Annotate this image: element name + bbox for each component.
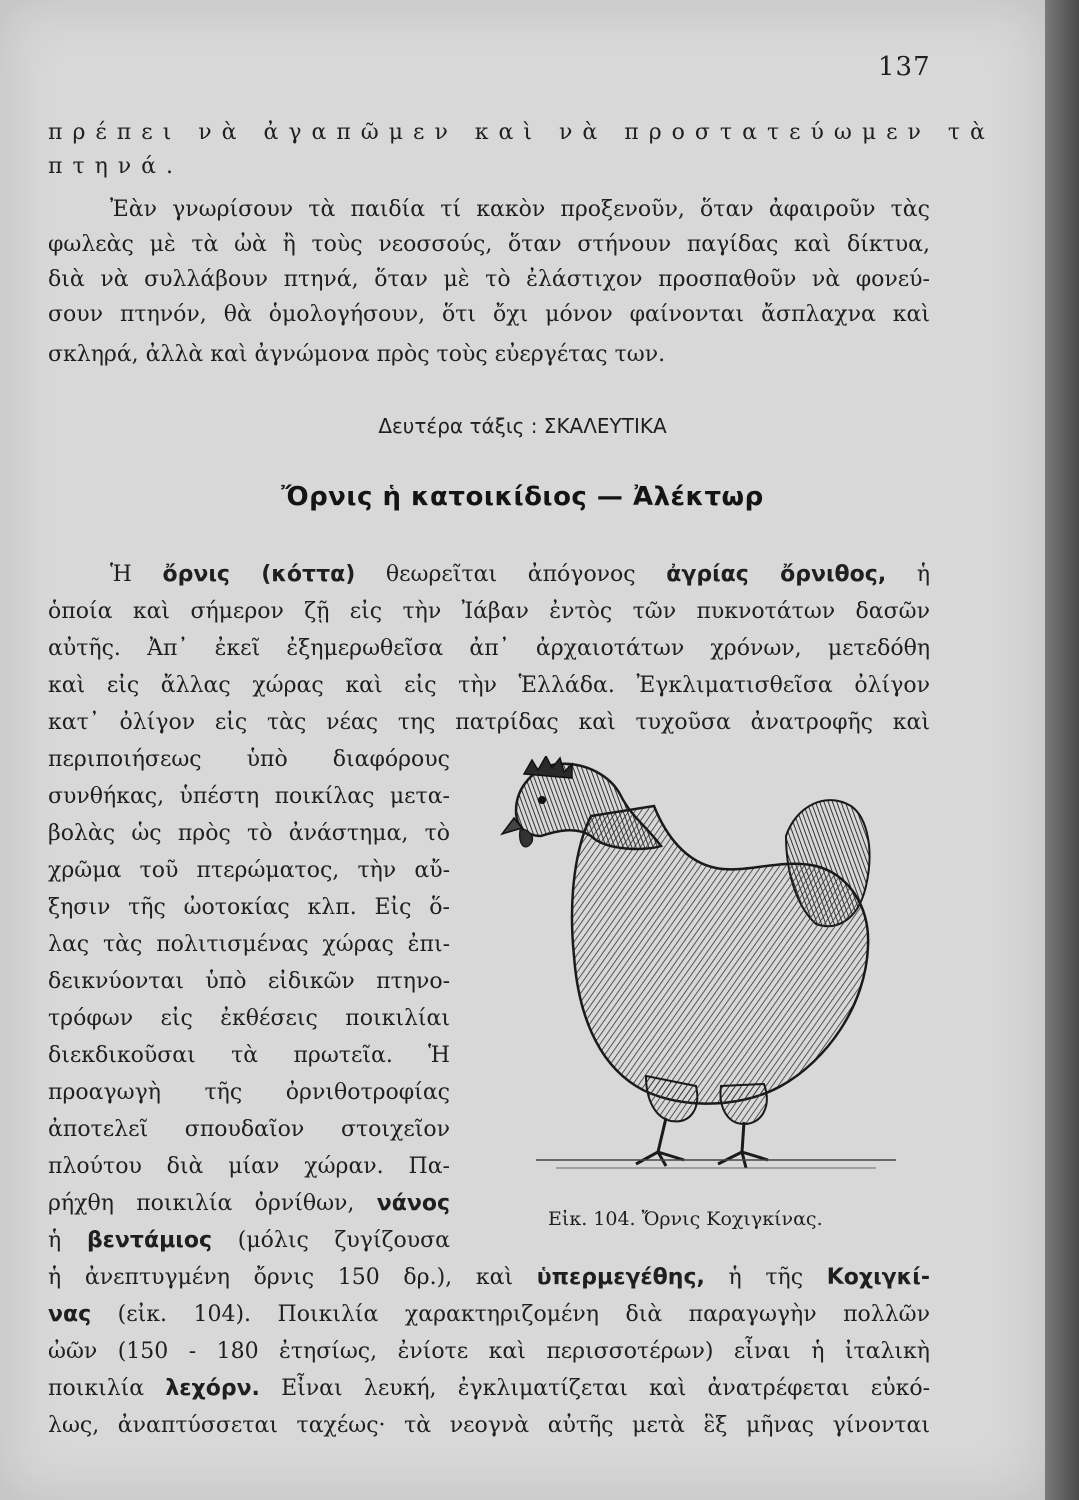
end-line-4a: ποικιλία bbox=[48, 1376, 166, 1401]
para-line-1a: Ἡ bbox=[110, 562, 163, 587]
narrow-line-13a: ρήχθη ποικιλία ὀρνίθων, bbox=[48, 1191, 377, 1216]
narrow-line-9: διεκδικοῦσαι τὰ πρωτεῖα. Ἡ bbox=[48, 1043, 450, 1068]
para-line-5: κατ᾽ ὀλίγον εἰς τὰς νέας της πατρίδας καὶ τυχοῦσα ἀνατροφῆς καὶ bbox=[48, 710, 930, 735]
term-ventamios: βεντάμιος bbox=[86, 1228, 212, 1253]
narrow-line-12: πλούτου διὰ μίαν χώραν. Πα- bbox=[48, 1154, 450, 1179]
end-line-1 bbox=[48, 1263, 930, 1293]
narrow-line-14 bbox=[48, 1226, 450, 1256]
term-ornis: ὄρνις (κόττα) bbox=[162, 562, 356, 587]
term-lechorn: λεχόρν. bbox=[165, 1376, 260, 1401]
term-kochigkinas-part2: νας bbox=[48, 1302, 92, 1327]
section-label: Δευτέρα τάξις : ΣΚΑΛΕΥΤΙΚΑ bbox=[378, 414, 667, 438]
intro-line-6: σουν πτηνόν, θὰ ὁμολογήσουν, ὅτι ὄχι μόνον φαίνονται ἄσπλαχνα καὶ bbox=[48, 302, 930, 327]
para-line-4: καὶ εἰς ἄλλας χώρας καὶ εἰς τὴν Ἑλλάδα. Ἐγκλιματισθεῖσα ὀλίγον bbox=[48, 673, 930, 698]
hen-illustration bbox=[496, 756, 930, 1196]
para-line-3: αὐτῆς. Ἀπ᾽ ἐκεῖ ἐξημερωθεῖσα ἀπ᾽ ἀρχαιοτάτων χρόνων, μετεδόθη bbox=[48, 636, 930, 661]
figure-caption: Εἰκ. 104. Ὄρνις Κοχιγκίνας. bbox=[548, 1208, 823, 1230]
intro-line-2: πτηνά. bbox=[48, 154, 184, 179]
intro-line-7: σκληρά, ἀλλὰ καὶ ἀγνώμονα πρὸς τοὺς εὐεργέτας των. bbox=[48, 342, 666, 367]
narrow-line-7: δεικνύονται ὑπὸ εἰδικῶν πτηνο- bbox=[48, 969, 450, 994]
narrow-line-8: τρόφων εἰς ἐκθέσεις ποικιλίαι bbox=[48, 1006, 450, 1031]
term-kochigkinas-part1: Κοχιγκί- bbox=[826, 1265, 930, 1290]
intro-line-4: φωλεὰς μὲ τὰ ὠὰ ἢ τοὺς νεοσσούς, ὅταν στήνουν παγίδας καὶ δίκτυα, bbox=[48, 232, 930, 257]
narrow-line-3: βολὰς ὡς πρὸς τὸ ἀνάστημα, τὸ bbox=[48, 821, 450, 846]
end-line-1c: ἡ τῆς bbox=[704, 1265, 827, 1290]
narrow-line-10: προαγωγὴ τῆς ὀρνιθοτροφίας bbox=[48, 1080, 450, 1105]
narrow-line-13 bbox=[48, 1189, 450, 1219]
narrow-line-11: ἀποτελεῖ σπουδαῖον στοιχεῖον bbox=[48, 1117, 450, 1142]
narrow-line-2: συνθήκας, ὑπέστη ποικίλας μετα- bbox=[48, 784, 450, 809]
end-line-5: λως, ἀναπτύσσεται ταχέως· τὰ νεογνὰ αὐτῆς μετὰ ἓξ μῆνας γίνονται bbox=[48, 1413, 930, 1438]
end-line-4 bbox=[48, 1374, 930, 1404]
narrow-line-14a: ἡ bbox=[48, 1228, 87, 1253]
end-line-3: ὠῶν (150 - 180 ἐτησίως, ἐνίοτε καὶ περισσοτέρων) εἶναι ἡ ἰταλικὴ bbox=[48, 1339, 930, 1364]
section-title: Ὄρνις ἡ κατοικίδιος — Ἀλέκτωρ bbox=[281, 482, 764, 512]
intro-line-3: Ἐὰν γνωρίσουν τὰ παιδία τί κακὸν προξενοῦν, ὅταν ἀφαιροῦν τὰς bbox=[110, 197, 930, 222]
para-line-1e: ἡ bbox=[886, 562, 930, 587]
end-line-2b: (εἰκ. 104). Ποικιλία χαρακτηριζομένη διὰ παραγωγὴν πολλῶν bbox=[91, 1302, 930, 1327]
end-line-1a: ἡ ἀνεπτυγμένη ὄρνις 150 δρ.), καὶ bbox=[48, 1265, 537, 1290]
intro-line-5: διὰ νὰ συλλάβουν πτηνά, ὅταν μὲ τὸ ἐλάστιχον προσπαθοῦν νὰ φονεύ- bbox=[48, 267, 930, 292]
term-agrias-ornithos: ἀγρίας ὄρνιθος, bbox=[666, 562, 887, 587]
para-line-2: ὁποία καὶ σήμερον ζῇ εἰς τὴν Ἰάβαν ἐντὸς τῶν πυκνοτάτων δασῶν bbox=[48, 599, 930, 624]
end-line-2 bbox=[48, 1300, 930, 1330]
page-edge-shadow bbox=[1045, 0, 1079, 1500]
para-line-1c: θεωρεῖται ἀπόγονος bbox=[355, 562, 667, 587]
narrow-line-4: χρῶμα τοῦ πτερώματος, τὴν αὔ- bbox=[48, 858, 450, 883]
para-line-1 bbox=[110, 560, 930, 590]
narrow-line-14c: (μόλις ζυγίζουσα bbox=[212, 1228, 450, 1253]
page-number: 137 bbox=[878, 52, 931, 82]
narrow-line-5: ξησιν τῆς ὠοτοκίας κλπ. Εἰς ὅ- bbox=[48, 895, 450, 920]
intro-line-1: πρέπει νὰ ἀγαπῶμεν καὶ νὰ προστατεύωμεν τὰ bbox=[48, 120, 995, 145]
end-line-4c: Εἶναι λευκή, ἐγκλιματίζεται καὶ ἀνατρέφεται εὐκό- bbox=[259, 1376, 930, 1401]
narrow-line-6: λας τὰς πολιτισμένας χώρας ἐπι- bbox=[48, 932, 450, 957]
term-nanos: νάνος bbox=[376, 1191, 450, 1216]
term-ypermegethis: ὑπερμεγέθης, bbox=[536, 1265, 705, 1290]
narrow-line-1: περιποιήσεως ὑπὸ διαφόρους bbox=[48, 747, 450, 772]
